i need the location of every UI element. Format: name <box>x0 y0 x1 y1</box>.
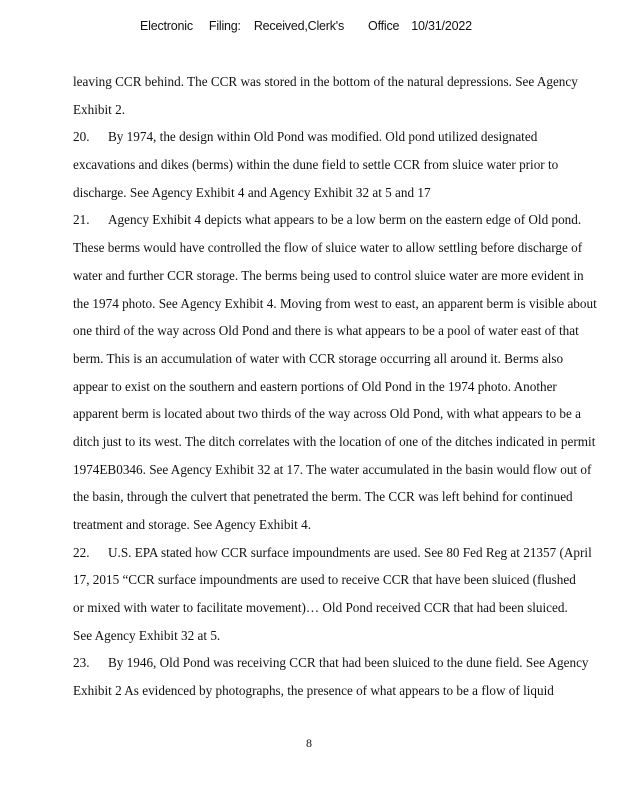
line-text: berm. This is an accumulation of water with CCR storage occurring all around it. Berms also <box>73 350 564 366</box>
line-text: By 1946, Old Pond was receiving CCR that had been sluiced to the dune field. See Agency <box>108 655 589 671</box>
text-line <box>73 290 601 318</box>
text-line <box>73 206 601 234</box>
paragraph-number: 22. <box>73 544 90 560</box>
text-line <box>73 317 601 345</box>
text-line <box>73 96 601 124</box>
text-line <box>73 677 601 705</box>
line-text: These berms would have controlled the flow of sluice water to allow settling before discharge of <box>73 240 583 256</box>
line-text: Agency Exhibit 4 depicts what appears to be a low berm on the eastern edge of Old pond. <box>108 212 582 228</box>
text-line <box>73 373 601 401</box>
text-line <box>73 151 601 179</box>
line-text: See Agency Exhibit 32 at 5. <box>73 627 221 643</box>
text-line <box>73 622 601 650</box>
header-electronic: Electronic <box>140 19 193 33</box>
filing-header <box>140 19 472 33</box>
line-text: Exhibit 2 As evidenced by photographs, the presence of what appears to be a flow of liquid <box>73 683 554 699</box>
text-line <box>73 428 601 456</box>
line-text: the 1974 photo. See Agency Exhibit 4. Moving from west to east, an apparent berm is visible about <box>73 295 597 311</box>
text-line <box>73 539 601 567</box>
text-line <box>73 123 601 151</box>
text-line <box>73 566 601 594</box>
line-text: ditch just to its west. The ditch correlates with the location of one of the ditches indicated in permit <box>73 433 596 449</box>
line-text: the basin, through the culvert that penetrated the berm. The CCR was left behind for continued <box>73 489 573 505</box>
line-text: By 1974, the design within Old Pond was modified. Old pond utilized designated <box>108 129 538 145</box>
line-text: Exhibit 2. <box>73 101 126 117</box>
line-text: or mixed with water to facilitate movement)… Old Pond received CCR that had been sluiced. <box>73 600 568 616</box>
line-text: one third of the way across Old Pond and there is what appears to be a pool of water east of that <box>73 323 579 339</box>
line-text: 17, 2015 “CCR surface impoundments are used to receive CCR that have been sluiced (flushed <box>73 572 576 588</box>
paragraph-number: 20. <box>73 129 90 145</box>
line-text: water and further CCR storage. The berms being used to control sluice water are more evident in <box>73 267 584 283</box>
line-text: discharge. See Agency Exhibit 4 and Agency Exhibit 32 at 5 and 17 <box>73 184 431 200</box>
text-line <box>73 483 601 511</box>
text-line <box>73 262 601 290</box>
header-filing: Filing: <box>208 19 241 33</box>
text-line <box>73 400 601 428</box>
line-text: appear to exist on the southern and eastern portions of Old Pond in the 1974 photo. Another <box>73 378 557 394</box>
text-line <box>73 511 601 539</box>
header-office: Office <box>368 19 400 33</box>
text-line <box>73 345 601 373</box>
text-line <box>73 68 601 96</box>
line-text: leaving CCR behind. The CCR was stored in the bottom of the natural depressions. See Agency <box>73 74 578 89</box>
text-line <box>73 649 601 677</box>
text-line <box>73 594 601 622</box>
line-text: U.S. EPA stated how CCR surface impoundments are used. See 80 Fed Reg at 21357 (April <box>108 544 592 560</box>
line-text: apparent berm is located about two thirds of the way across Old Pond, with what appears to be a <box>73 406 581 422</box>
text-line <box>73 179 601 207</box>
page-number: 8 <box>306 736 312 750</box>
header-received: Received,Clerk's <box>253 19 345 33</box>
text-line <box>73 234 601 262</box>
paragraph-number: 23. <box>73 655 90 671</box>
paragraph-number: 21. <box>73 212 90 228</box>
header-date: 10/31/2022 <box>411 19 472 33</box>
line-text: 1974EB0346. See Agency Exhibit 32 at 17. The water accumulated in the basin would flow out of <box>73 461 592 477</box>
line-text: excavations and dikes (berms) within the dune field to settle CCR from sluice water prior to <box>73 157 559 173</box>
text-line <box>73 456 601 484</box>
line-text: treatment and storage. See Agency Exhibit 4. <box>73 517 312 532</box>
document-body <box>73 68 601 705</box>
